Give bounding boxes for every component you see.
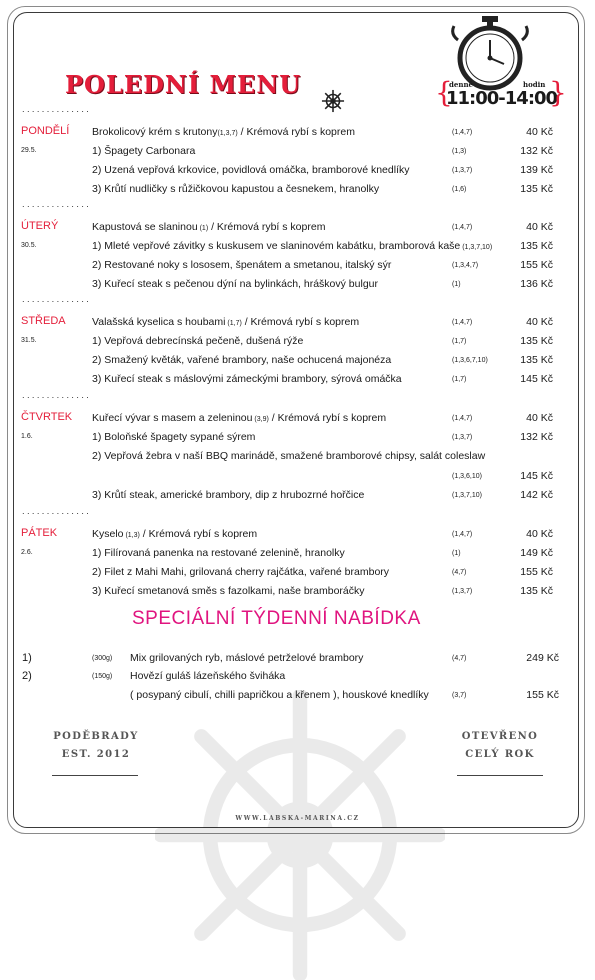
price: 135 Kč xyxy=(520,240,553,252)
ship-wheel-icon xyxy=(320,88,346,114)
price: 40 Kč xyxy=(526,221,553,233)
price: 145 Kč xyxy=(520,373,553,385)
menu-item: 1) Špagety Carbonara xyxy=(92,145,196,157)
footer-website: WWW.LABSKA-MARINA.CZ xyxy=(235,815,360,822)
day-date: 31.5. xyxy=(21,337,37,344)
menu-item: Valašská kyselica s houbami (1,7) / Krémová rybí s koprem xyxy=(92,316,360,328)
allergens: (4,7) xyxy=(452,569,467,576)
price: 135 Kč xyxy=(520,183,553,195)
price: 155 Kč xyxy=(520,259,553,271)
menu-item: 3) Krůtí nudličky s růžičkovou kapustou a česnekem, hranolky xyxy=(92,183,380,195)
day-name: PONDĚLÍ xyxy=(21,125,70,137)
price: 142 Kč xyxy=(520,489,553,501)
day-separator: .............. xyxy=(22,105,92,114)
price: 40 Kč xyxy=(526,412,553,424)
menu-item: 2) Smažený květák, vařené brambory, naše ochucená majonéza xyxy=(92,354,392,366)
menu-item: 1) Vepřová debrecínská pečeně, dušená rýže xyxy=(92,335,304,347)
menu-item: Brokolicový krém s krutony(1,3,7) / Krémová rybí s koprem xyxy=(92,126,355,138)
allergens: (1,6) xyxy=(452,186,467,193)
allergens: (3,7) xyxy=(452,692,467,699)
price: 40 Kč xyxy=(526,316,553,328)
day-separator: .............. xyxy=(22,200,92,209)
menu-item: 2) Filet z Mahi Mahi, grilovaná cherry rajčátka, vařené brambory xyxy=(92,566,390,578)
special-item: Mix grilovaných ryb, máslové petrželové brambory xyxy=(130,652,364,664)
menu-item: 3) Krůtí steak, americké brambory, dip z hrubozrné hořčice xyxy=(92,489,365,501)
price: 149 Kč xyxy=(520,547,553,559)
allergens: (1,4,7) xyxy=(452,319,473,326)
allergens: (1,4,7) xyxy=(452,129,473,136)
allergens: (1,3,7) xyxy=(452,434,473,441)
menu-item: 3) Kuřecí steak s pečenou dýní na bylinkách, hráškový bulgur xyxy=(92,278,378,290)
allergens: (1,3,4,7) xyxy=(452,262,479,269)
footer-established: EST. 2012 xyxy=(61,749,131,760)
allergens: (1,4,7) xyxy=(452,531,473,538)
price: 40 Kč xyxy=(526,126,553,138)
day-date: 30.5. xyxy=(21,242,37,249)
allergens: (1,4,7) xyxy=(452,415,473,422)
allergens: (1,3,6,10) xyxy=(452,473,482,480)
menu-item: Kyselo (1,3) / Krémová rybí s koprem xyxy=(92,528,258,540)
special-item: ( posypaný cibulí, chilli papričkou a křenem ), houskové knedlíky xyxy=(130,689,429,701)
hours-label-left: denně xyxy=(449,80,473,89)
menu-item: 3) Kuřecí steak s máslovými zámeckými brambory, sýrová omáčka xyxy=(92,373,402,385)
price: 135 Kč xyxy=(520,585,553,597)
allergens: (1,4,7) xyxy=(452,224,473,231)
price: 249 Kč xyxy=(526,652,559,664)
footer-open: OTEVŘENO xyxy=(461,731,539,742)
allergens: (4,7) xyxy=(452,655,467,662)
special-title: SPECIÁLNÍ TÝDENNÍ NABÍDKA xyxy=(132,608,421,629)
footer-city: PODĚBRADY xyxy=(53,731,139,742)
allergens: (1,7) xyxy=(452,338,467,345)
price: 135 Kč xyxy=(520,354,553,366)
menu-item: 3) Kuřecí smetanová směs s fazolkami, naše bramboráčky xyxy=(92,585,365,597)
allergens: (1,3,7) xyxy=(452,588,473,595)
price: 132 Kč xyxy=(520,431,553,443)
price: 136 Kč xyxy=(520,278,553,290)
menu-item: 2) Vepřová žebra v naší BBQ marinádě, smažené bramborové chipsy, salát coleslaw xyxy=(92,450,486,462)
allergens: (1,7) xyxy=(452,376,467,383)
allergens: (1) xyxy=(452,550,461,557)
allergens: (1,3,6,7,10) xyxy=(452,357,488,364)
price: 132 Kč xyxy=(520,145,553,157)
footer-left-divider xyxy=(52,775,138,776)
day-separator: .............. xyxy=(22,295,92,304)
hours-brace-right: } xyxy=(549,76,567,109)
special-number: 1) xyxy=(22,652,32,664)
page-title: POLEDNÍ MENU xyxy=(65,70,302,99)
price: 155 Kč xyxy=(520,566,553,578)
day-name: ČTVRTEK xyxy=(21,411,73,423)
menu-item: 2) Restované noky s lososem, špenátem a smetanou, italský sýr xyxy=(92,259,392,271)
day-name: STŘEDA xyxy=(21,315,66,327)
day-date: 29.5. xyxy=(21,147,37,154)
special-item: Hovězí guláš lázeňského šviháka xyxy=(130,670,286,682)
special-weight: (150g) xyxy=(92,673,113,680)
menu-item: 1) Filírovaná panenka na restované zelenině, hranolky xyxy=(92,547,345,559)
hours-label-right: hodin xyxy=(523,80,546,89)
day-date: 2.6. xyxy=(21,549,33,556)
special-weight: (300g) xyxy=(92,655,113,662)
day-separator: .............. xyxy=(22,391,92,400)
footer-right-divider xyxy=(457,775,543,776)
menu-item: 1) Boloňské špagety sypané sýrem xyxy=(92,431,256,443)
day-name: ÚTERÝ xyxy=(21,220,59,232)
allergens: (1,3) xyxy=(452,148,467,155)
hours-brace-left: { xyxy=(435,76,453,109)
special-number: 2) xyxy=(22,670,32,682)
ship-wheel-watermark-icon xyxy=(155,690,445,980)
allergens: (1) xyxy=(452,281,461,288)
day-date: 1.6. xyxy=(21,433,33,440)
menu-item: 1) Mleté vepřové závitky s kuskusem ve slaninovém kabátku, bramborová kaše (1,3,7,10) xyxy=(92,240,493,252)
allergens: (1,3,7,10) xyxy=(452,492,482,499)
price: 135 Kč xyxy=(520,335,553,347)
footer-year-round: CELÝ ROK xyxy=(465,749,535,760)
menu-item: Kuřecí vývar s masem a zeleninou (3,9) / Krémová rybí s koprem xyxy=(92,412,387,424)
price: 40 Kč xyxy=(526,528,553,540)
price: 155 Kč xyxy=(526,689,559,701)
day-separator: .............. xyxy=(22,507,92,516)
hours-time: 11:00-14:00 xyxy=(446,88,558,109)
menu-item: Kapustová se slaninou (1) / Krémová rybí s koprem xyxy=(92,221,326,233)
price: 139 Kč xyxy=(520,164,553,176)
day-name: PÁTEK xyxy=(21,527,58,539)
price: 145 Kč xyxy=(520,470,553,482)
allergens: (1,3,7) xyxy=(452,167,473,174)
menu-item: 2) Uzená vepřová krkovice, povidlová omáčka, bramborové knedlíky xyxy=(92,164,410,176)
